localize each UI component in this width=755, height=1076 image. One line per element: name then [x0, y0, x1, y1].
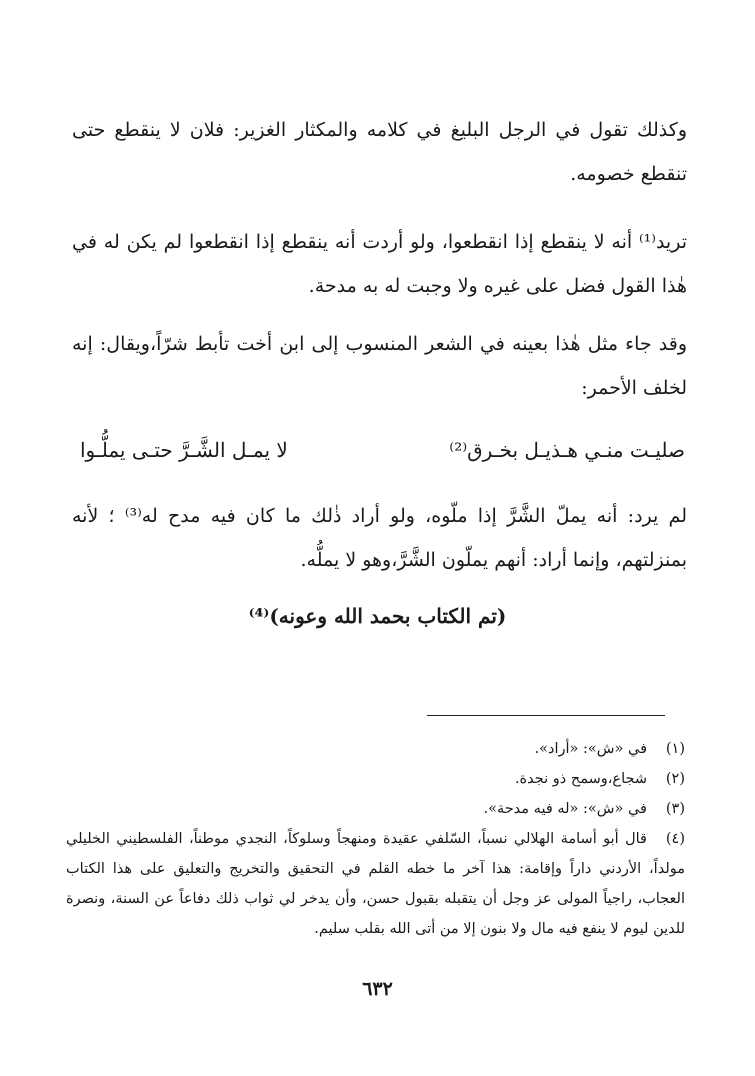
footnote-4	[66, 824, 685, 944]
footnote-text: شجاع،وسمح ذو نجدة.	[514, 771, 647, 787]
footnote-number: (١)	[665, 741, 685, 757]
page-number: ٦٣٢	[362, 978, 393, 1000]
footnote-text: في «ش»: «له فيه مدحة».	[483, 801, 647, 817]
footnote-divider	[427, 715, 665, 716]
footnote-number: (٤)	[665, 831, 685, 847]
paragraph-2: تريد⁽¹⁾ أنه لا ينقطع إذا انقطعوا، ولو أردت أنه ينقطع إذا انقطعوا لم يكن له في هٰذا القول فضل على غيره ولا وجبت له به مدحة.	[72, 231, 687, 297]
verse-second-hemistich: لا يمـل الشَّـرَّ حتـى يملُّـوا	[80, 438, 288, 462]
footnote-text: في «ش»: «أراد».	[534, 741, 647, 757]
footnote-1	[66, 734, 685, 764]
footnote-number: (٢)	[665, 771, 685, 787]
verse-first-hemistich: صليـت منـي هـذيـل بخـرق⁽²⁾	[449, 438, 685, 462]
footnotes	[66, 734, 685, 944]
closing-statement: (تم الكتاب بحمد الله وعونه)⁽⁴⁾	[248, 604, 507, 628]
footnote-3	[66, 794, 685, 824]
paragraph-1: وكذلك تقول في الرجل البليغ في كلامه والمكثار الغزير: فلان لا ينقطع حتى تنقطع خصومه.	[72, 119, 687, 185]
poetry-verse	[80, 428, 685, 472]
paragraph-3: وقد جاء مثل هٰذا بعينه في الشعر المنسوب إلى ابن أخت تأبط شرّاً،ويقال: إنه لخلف الأحمر:	[72, 333, 687, 399]
footnote-text: قال أبو أسامة الهلالي نسباً، السّلفي عقيدة ومنهجاً وسلوكاً، النجدي موطناً، الفلسطيني الخليلي مولداً، الأردني داراً وإقامة: هذا آخر ما خطه القلم في التحقيق والتخريج والتعليق على هذا الكتاب العجاب، راجياً المولى عز وجل أن يتقبله بقبول حسن، وأن يدخر لي ثواب ذلك دفاعاً عن السنة، ونصرة للدين ليوم لا ينفع فيه مال ولا بنون إلا من أتى الله بقلب سليم.	[66, 831, 685, 937]
footnote-2	[66, 764, 685, 794]
footnote-number: (٣)	[665, 801, 685, 817]
paragraph-after-verse: لم يرد: أنه يملّ الشَّرَّ إذا ملّوه، ولو أراد ذٰلك ما كان فيه مدح له⁽³⁾ ؛ لأنه بمنزلتهم، وإنما أراد: أنهم يملّون الشَّرَّ،وهو لا يملُّه.	[72, 505, 687, 571]
